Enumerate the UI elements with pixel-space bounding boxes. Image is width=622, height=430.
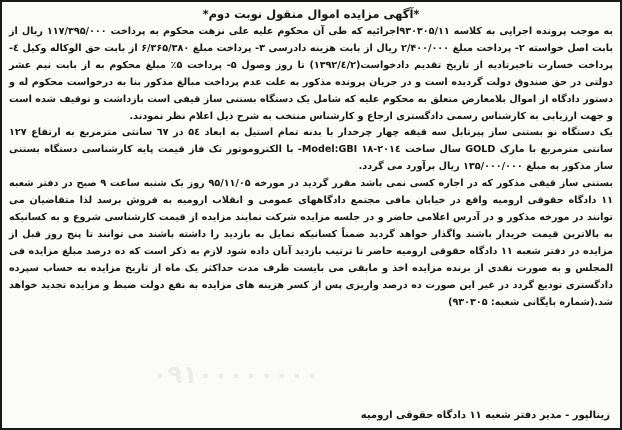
notice-paragraph-case: به موجب پرونده اجرایی به کلاسه ۹۳۰۳۰۵/۱۱اجرائیه که طی آن محکوم علیه علی نزهت محکوم به پرداخت ۱۱۷/۳۹۵/۰۰۰ ریال از بابت اصل خواسته ۲- پرداخت مبلغ ۲/۴۰۰/۰۰۰ ریال از بابت هزینه دادرسی ۳- پرداخت مبلغ ۶/۳۶۵/۳۸۰ از بابت حق الوکاله وکیل ٤- پرداخت خسارت تاخیرتادیه از تاریخ تقدیم دادخواست(۱۳۹۲/٤/۲) تا روز وصول ۵- پرداخت ۵٪ مبلغ محکوم به از بابت نیم عشر دولتی در حق صندوق دولت گردیده است و در جریان پرونده مذکور به علت عدم پرداخت مبالغ مذکور بنا به درخواست محکوم له و دستور دادگاه از اموال بلامعارض متعلق به محکوم علیه که شامل یک دستگاه بستنی ساز قیفی است بازداشت و توقیف شده است و جهت ارزیابی به کارشناس رسمی دادگستری ارجاع و کارشناس منتخب به شرح ذیل اعلام نظر نمودند. [9,26,614,122]
notice-signature: زینالپور - مدیر دفتر شعبه ۱۱ دادگاه حقوقی ارومیه [360,410,610,421]
notice-paragraph-item: یک دستگاه نو بستنی ساز پیرتابل سه قیفه چهار چرخدار با بدنه تمام استیل به ابعاد ۵٤ در ٦۷ سانتی مترمربع به ارتفاع ۱۲۷ سانتی مترمربع با مارک GOLD سال ساخت ۲۰۱٤-۱۸ Model:GBI- با الکتروموتور تک فاز قیمت پایه کارشناسی دستگاه بستنی ساز مذکور به مبلغ ۱۳۵/۰۰۰/۰۰۰ ریال برآورد می گردد. [9,127,613,173]
phone-watermark: ۰۹۱۰۰۰۰۰۰۰۰ [152,360,320,389]
notice-paragraph-auction: بستنی ساز قیفی مذکور که در اجاره کسی نمی باشد مقرر گردید در مورخه ۹۵/۱۱/۰۵ روز یک شنبه ساعت ۹ صبح در دفتر شعبه ۱۱ دادگاه حقوقی ارومیه واقع در خیابان مافی مجتمع دادگاههای عمومی و انقلاب ارومیه به فروش برسد لذا متقاضیان می توانند در مورخه مذکور و در آدرس اعلامی حاضر و در جلسه مزایده شرکت نمایند مزایده از قیمت کارشناسی شروع و به کسانیکه به بالاترین قیمت خریدار باشند واگذار خواهد گردید ضمناً کسانیکه تمایل به بازدید را داشته باشند می توانند تا پنج روز قبل از مزایده در دفتر شعبه ۱۱ دادگاه حقوقی ارومیه حاضر تا ترتیب بازدید آنان داده شود لازم به ذکر است که ده درصد مبلغ مزایده فی المجلس و به صورت نقدی از برنده مزایده اخذ و مابقی می بایست ظرف مدت حداکثر یک ماه از تاریخ مزایده به حساب سپرده دادگستری تودیع گردد در غیر این صورت ده درصد واریزی پس از کسر هزینه های مزایده به نفع دولت ضبط و مزایده تجدید خواهد شد.(شماره بایگانی شعبه: ۹۳۰۳۰۵) [9,178,613,308]
notice-title: *آگهی مزایده اموال منقول نوبت دوم* [202,7,420,21]
notice-body [9,24,613,311]
